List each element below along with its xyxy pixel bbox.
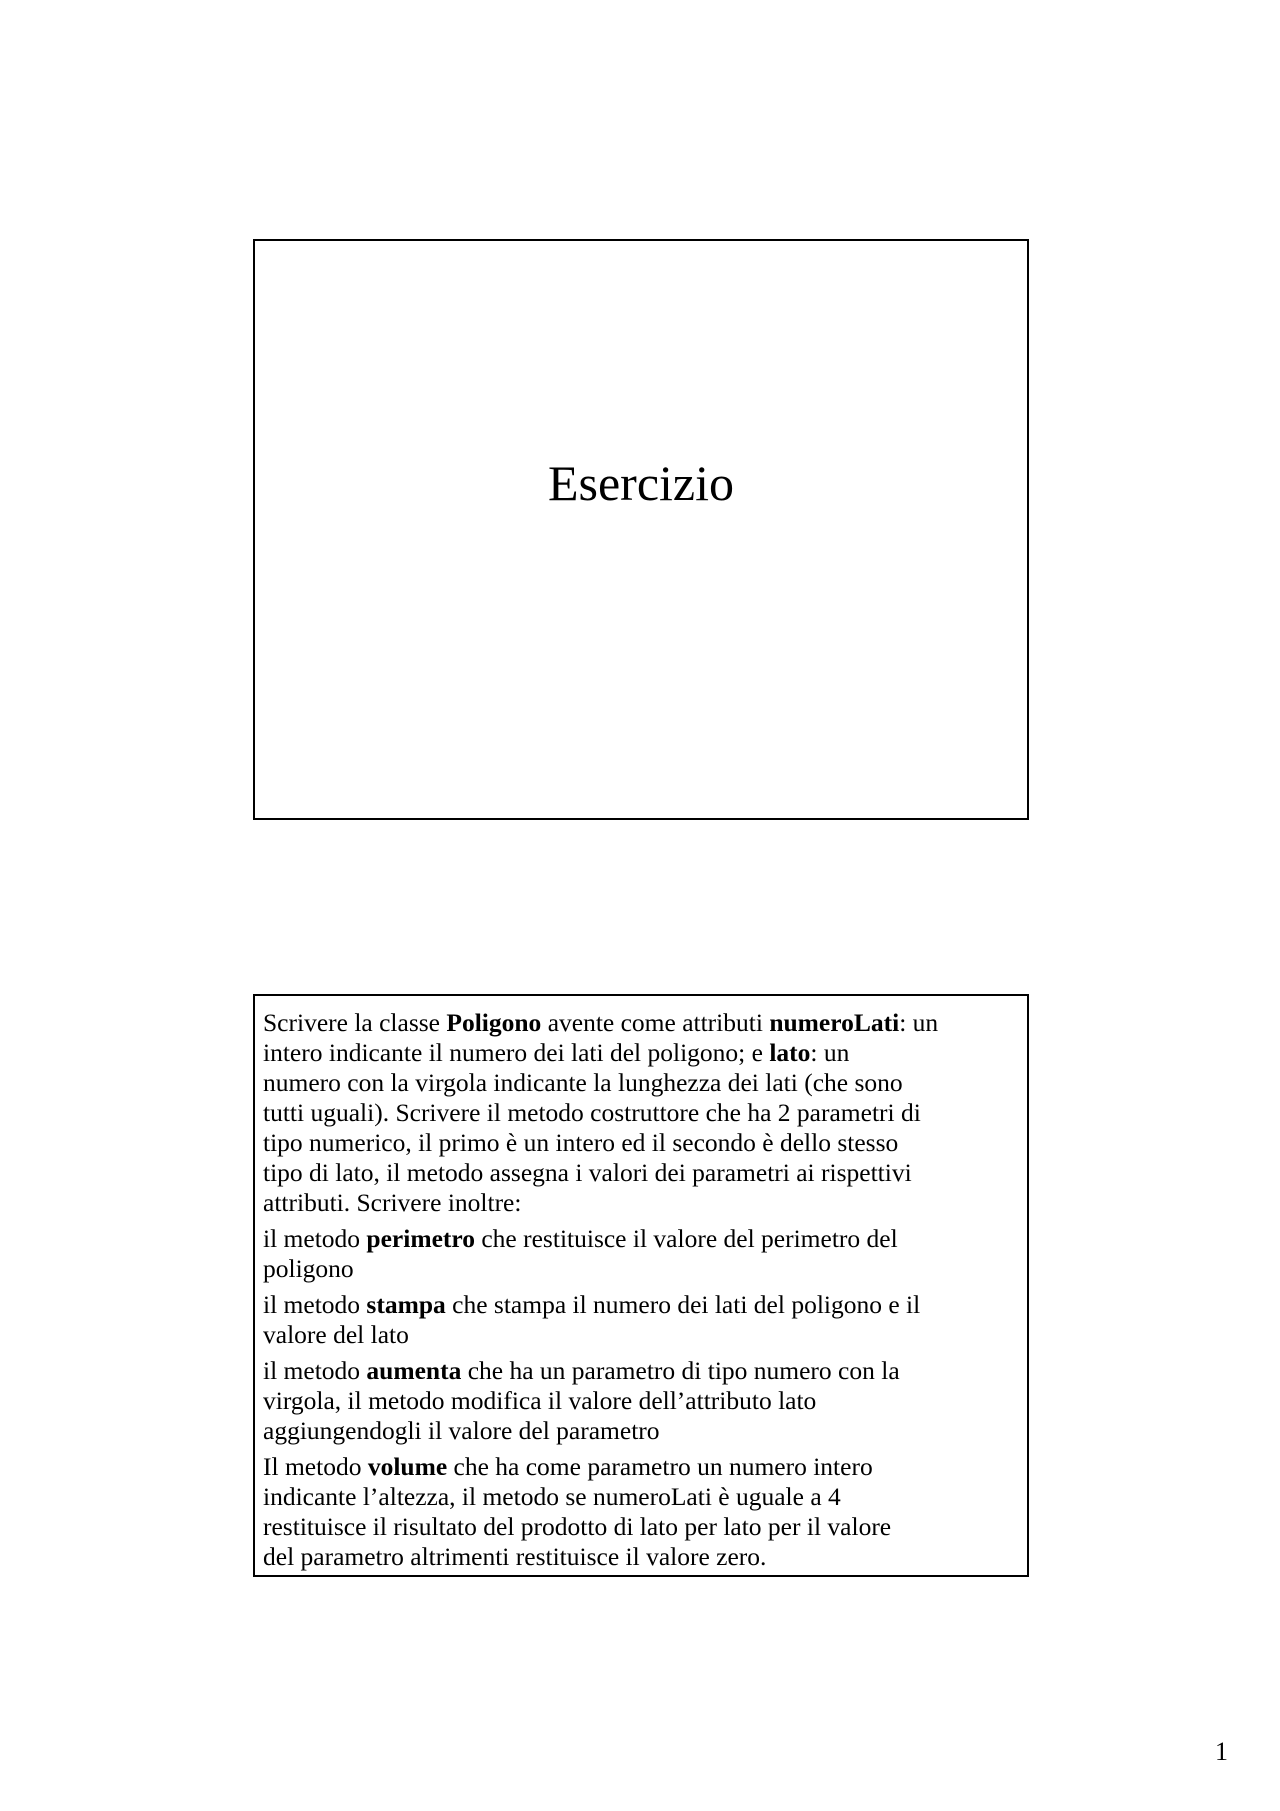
- text-run: tipo di lato, il metodo assegna i valori dei parametri ai rispettivi: [263, 1158, 912, 1187]
- text-run: aggiungendogli il valore del parametro: [263, 1416, 660, 1445]
- text-run: tutti uguali). Scrivere il metodo costruttore che ha 2 parametri di: [263, 1098, 921, 1127]
- slide-title: Esercizio: [547, 455, 734, 511]
- text-run: il metodo: [263, 1290, 367, 1319]
- keyword: volume: [367, 1452, 448, 1481]
- slide-exercise-frame: [253, 994, 1029, 1577]
- text-run: valore del lato: [263, 1320, 409, 1349]
- text-line: [263, 1098, 1019, 1128]
- text-run: che ha un parametro di tipo numero con la: [461, 1356, 900, 1385]
- keyword: numeroLati: [769, 1008, 900, 1037]
- text-line: [263, 1008, 1019, 1038]
- exercise-paragraph: [263, 1224, 1019, 1284]
- text-line: [263, 1542, 1019, 1572]
- text-line: [263, 1128, 1019, 1158]
- text-run: Il metodo: [263, 1452, 368, 1481]
- text-line: [263, 1290, 1019, 1320]
- text-run: Scrivere la classe: [263, 1008, 447, 1037]
- text-line: [263, 1356, 1019, 1386]
- keyword: aumenta: [366, 1356, 462, 1385]
- text-run: che restituisce il valore del perimetro del: [474, 1224, 898, 1253]
- text-run: il metodo: [263, 1224, 367, 1253]
- text-run: che ha come parametro un numero intero: [447, 1452, 873, 1481]
- text-run: tipo numerico, il primo è un intero ed il secondo è dello stesso: [263, 1128, 899, 1157]
- text-run: virgola, il metodo modifica il valore dell’attributo lato: [263, 1386, 817, 1415]
- exercise-paragraph: [263, 1290, 1019, 1350]
- text-run: del parametro altrimenti restituisce il valore zero.: [263, 1542, 767, 1571]
- text-run: : un: [810, 1038, 850, 1067]
- text-run: attributi. Scrivere inoltre:: [263, 1188, 522, 1217]
- text-line: [263, 1158, 1019, 1188]
- slide-title-frame: [253, 239, 1029, 820]
- text-run: che stampa il numero dei lati del poligono e il: [445, 1290, 921, 1319]
- exercise-text: [263, 1008, 1019, 1572]
- text-run: intero indicante il numero dei lati del poligono; e: [263, 1038, 770, 1067]
- exercise-paragraph: [263, 1008, 1019, 1218]
- text-run: numero con la virgola indicante la lunghezza dei lati (che sono: [263, 1068, 903, 1097]
- text-line: [263, 1452, 1019, 1482]
- keyword: perimetro: [366, 1224, 475, 1253]
- page-number: 1: [1215, 1737, 1228, 1766]
- text-line: [263, 1254, 1019, 1284]
- text-run: poligono: [263, 1254, 354, 1283]
- text-line: [263, 1482, 1019, 1512]
- text-line: [263, 1416, 1019, 1446]
- text-line: [263, 1038, 1019, 1068]
- text-run: restituisce il risultato del prodotto di lato per lato per il valore: [263, 1512, 892, 1541]
- text-line: [263, 1320, 1019, 1350]
- text-run: il metodo: [263, 1356, 367, 1385]
- keyword: lato: [769, 1038, 811, 1067]
- keyword: Poligono: [446, 1008, 542, 1037]
- text-line: [263, 1512, 1019, 1542]
- keyword: stampa: [366, 1290, 446, 1319]
- text-line: [263, 1224, 1019, 1254]
- exercise-paragraph: [263, 1356, 1019, 1446]
- text-line: [263, 1386, 1019, 1416]
- text-run: : un: [899, 1008, 939, 1037]
- text-line: [263, 1188, 1019, 1218]
- exercise-paragraph: [263, 1452, 1019, 1572]
- text-line: [263, 1068, 1019, 1098]
- text-run: avente come attributi: [541, 1008, 770, 1037]
- text-run: indicante l’altezza, il metodo se numeroLati è uguale a 4: [263, 1482, 841, 1511]
